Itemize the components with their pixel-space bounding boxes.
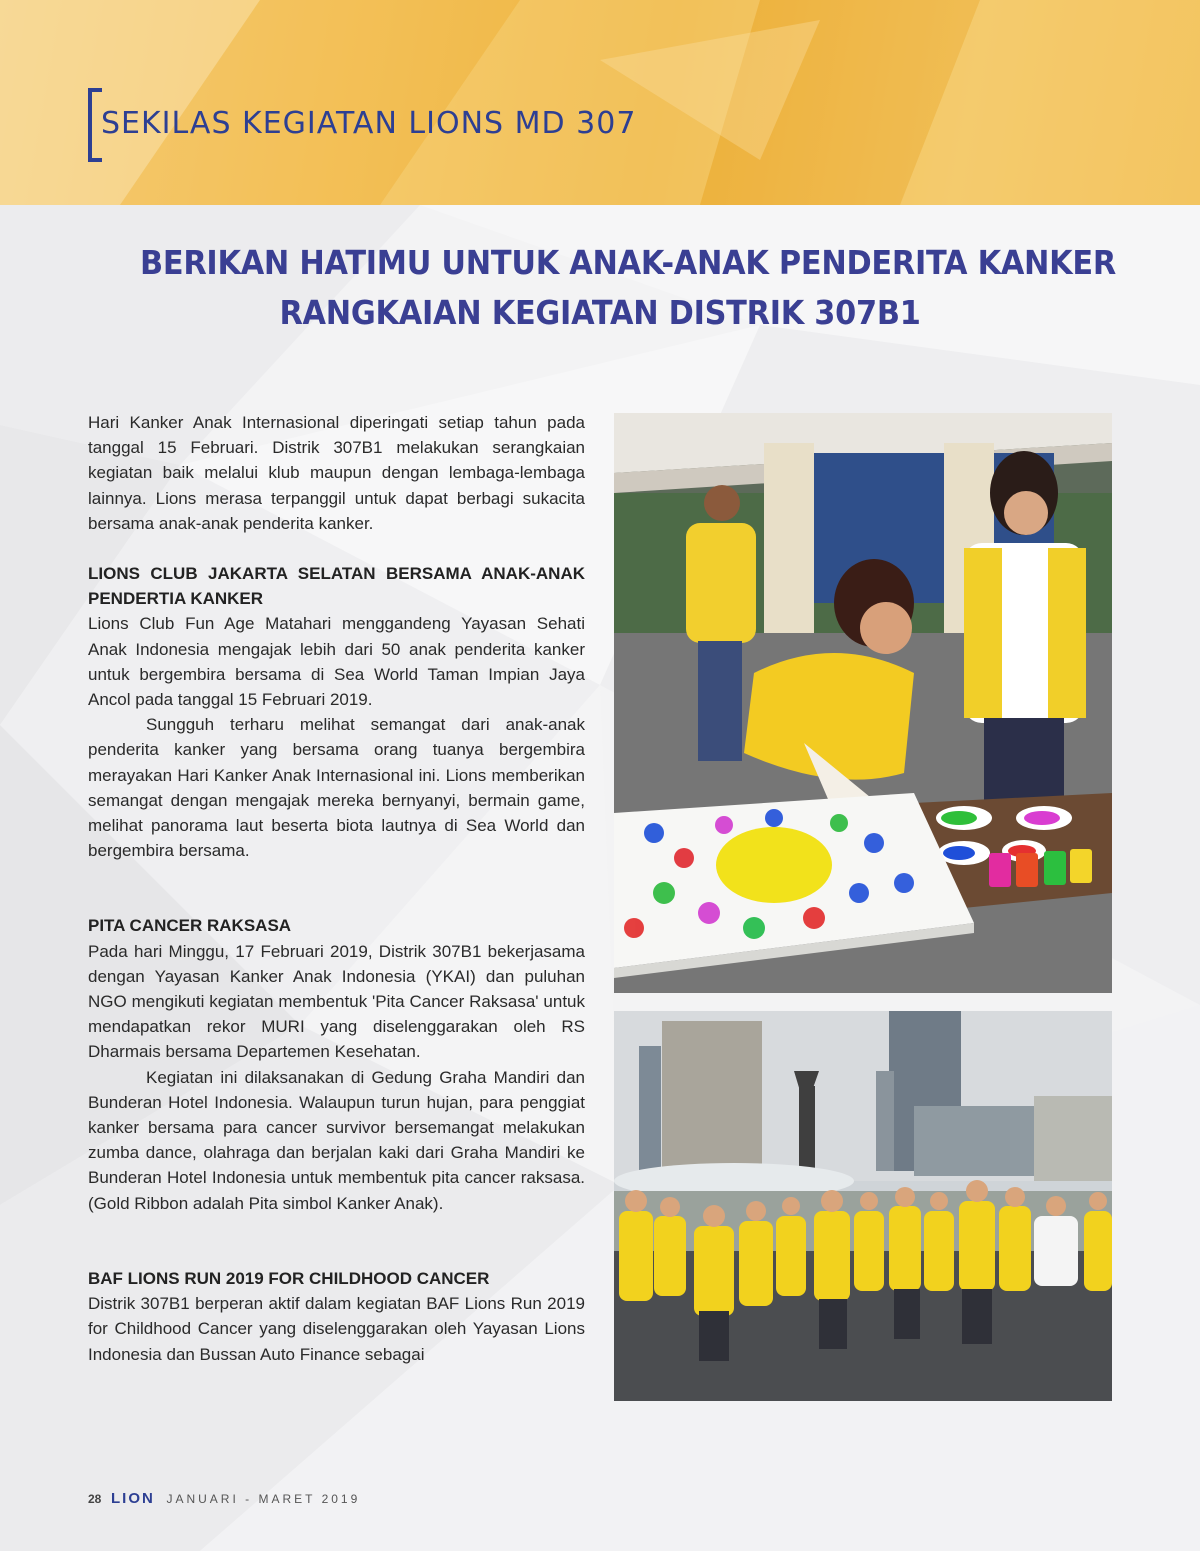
magazine-brand: LION: [110, 1490, 155, 1507]
section1-paragraph-1: Lions Club Fun Age Matahari menggandeng Yayasan Sehati Anak Indonesia mengajak lebih dari 50 anak penderita kanker untuk bergembira bersama di Sea World Taman Impian Jaya Ancol pada tanggal 15 Februari 2019.: [88, 614, 585, 710]
section-title: SEKILAS KEGIATAN LIONS MD 307: [101, 106, 637, 141]
page-footer: [88, 1490, 360, 1507]
header-banner: [0, 0, 1200, 205]
section1-paragraph-2: Sungguh terharu melihat semangat dari anak-anak penderita kanker yang bersama orang tuanya bergembira merayakan Hari Kanker Anak Internasional ini. Lions memberikan semangat dengan mengajak mereka bernyanyi, bermain game, melihat panorama laut beserta biota lautnya di Sea World dan bergembira bersama.: [88, 715, 585, 861]
section-heading-pita-cancer: PITA CANCER RAKSASA: [88, 916, 292, 936]
section3-paragraph-1: Distrik 307B1 berperan aktif dalam kegiatan BAF Lions Run 2019 for Childhood Cancer yang diselenggarakan oleh Yayasan Lions Indonesia dan Bussan Auto Finance sebagai: [88, 1294, 585, 1364]
section2-paragraph-2: Kegiatan ini dilaksanakan di Gedung Graha Mandiri dan Bunderan Hotel Indonesia. Walaupun turun hujan, para penggiat kanker bersama para cancer survivor bersemangat melakukan zumba dance, olahraga dan berjalan kaki dari Graha Mandiri ke Bunderan Hotel Indonesia untuk membentuk pita cancer raksasa. (Gold Ribbon adalah Pita simbol Kanker Anak).: [88, 1067, 585, 1213]
headline-line-2: RANGKAIAN KEGIATAN DISTRIK 307B1: [279, 293, 921, 332]
issue-date: JANUARI - MARET 2019: [166, 1492, 361, 1506]
section2-paragraph-1: Pada hari Minggu, 17 Februari 2019, Distrik 307B1 bekerjasama dengan Yayasan Kanker Anak Indonesia (YKAI) dan puluhan NGO mengikuti kegiatan membentuk 'Pita Cancer Raksasa' untuk mendapatkan rekor MURI yang diselenggarakan oleh RS Dharmais bersama Departemen Kesehatan.: [88, 941, 585, 1062]
photo-group-bunderan-hi: [614, 1011, 1112, 1401]
page-number: 28: [88, 1492, 102, 1506]
article-body: [88, 410, 585, 1367]
section-heading-jakarta-selatan: LIONS CLUB JAKARTA SELATAN BERSAMA ANAK-ANAK PENDERTIA KANKER: [88, 564, 585, 609]
intro-paragraph: Hari Kanker Anak Internasional diperingati setiap tahun pada tanggal 15 Februari. Distrik 307B1 melakukan serangkaian kegiatan baik melalui klub maupun dengan lembaga-lembaga lainnya. Lions merasa terpanggil untuk dapat berbagi sukacita bersama anak-anak penderita kanker.: [88, 413, 585, 533]
photo-handprint-activity: [614, 413, 1112, 993]
section-heading-baf-lions-run: BAF LIONS RUN 2019 FOR CHILDHOOD CANCER: [88, 1268, 490, 1288]
header-facets: [0, 0, 1200, 205]
article-headline: [140, 238, 1116, 338]
headline-line-1: BERIKAN HATIMU UNTUK ANAK-ANAK PENDERITA KANKER: [140, 243, 1116, 282]
section-bracket: [88, 88, 102, 162]
